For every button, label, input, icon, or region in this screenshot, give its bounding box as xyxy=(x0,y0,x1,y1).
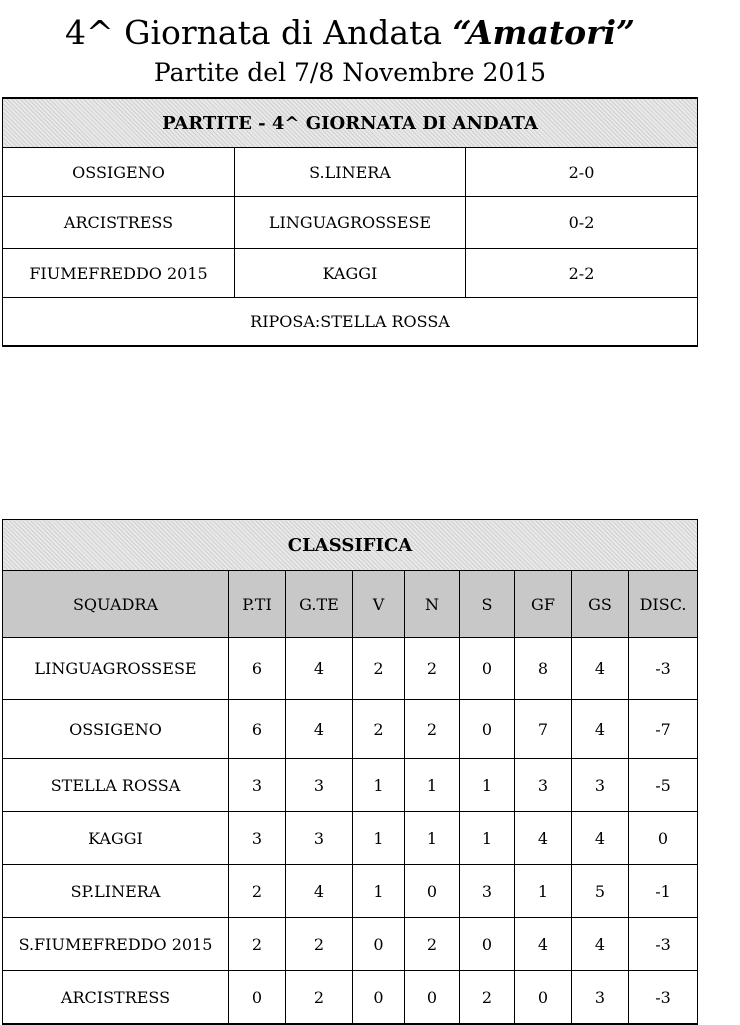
match-home-team: FIUMEFREDDO 2015 xyxy=(3,249,235,298)
wins-cell: 2 xyxy=(353,638,405,700)
standings-row xyxy=(3,971,698,1025)
standings-header-row xyxy=(3,520,698,571)
wins-cell: 0 xyxy=(353,971,405,1025)
column-header: GS xyxy=(572,571,629,638)
draws-cell: 0 xyxy=(405,865,460,918)
played-cell: 2 xyxy=(286,918,353,971)
discipline-cell: 0 xyxy=(629,812,698,865)
team-name: S.FIUMEFREDDO 2015 xyxy=(3,918,229,971)
column-header: G.TE xyxy=(286,571,353,638)
losses-cell: 0 xyxy=(460,700,515,759)
page-title xyxy=(0,12,700,54)
matches-heading: PARTITE - 4^ GIORNATA DI ANDATA xyxy=(3,98,698,148)
discipline-cell: -3 xyxy=(629,638,698,700)
standings-row xyxy=(3,700,698,759)
draws-cell: 0 xyxy=(405,971,460,1025)
standings-table xyxy=(2,519,698,1025)
wins-cell: 1 xyxy=(353,759,405,812)
page-title-main: 4^ Giornata di Andata xyxy=(64,13,453,52)
goals-against-cell: 4 xyxy=(572,638,629,700)
match-row xyxy=(3,249,698,298)
played-cell: 2 xyxy=(286,971,353,1025)
rest-row xyxy=(3,298,698,347)
losses-cell: 2 xyxy=(460,971,515,1025)
discipline-cell: -3 xyxy=(629,918,698,971)
team-name: LINGUAGROSSESE xyxy=(3,638,229,700)
draws-cell: 1 xyxy=(405,759,460,812)
column-header: N xyxy=(405,571,460,638)
wins-cell: 1 xyxy=(353,865,405,918)
goals-for-cell: 8 xyxy=(515,638,572,700)
goals-against-cell: 3 xyxy=(572,759,629,812)
points-cell: 0 xyxy=(229,971,286,1025)
wins-cell: 0 xyxy=(353,918,405,971)
points-cell: 6 xyxy=(229,700,286,759)
draws-cell: 1 xyxy=(405,812,460,865)
standings-row xyxy=(3,918,698,971)
match-home-team: OSSIGENO xyxy=(3,148,235,197)
team-name: OSSIGENO xyxy=(3,700,229,759)
column-header: DISC. xyxy=(629,571,698,638)
standings-row xyxy=(3,865,698,918)
match-row xyxy=(3,148,698,197)
goals-for-cell: 7 xyxy=(515,700,572,759)
page-title-category: “Amatori” xyxy=(452,13,636,52)
losses-cell: 1 xyxy=(460,759,515,812)
page-subtitle: Partite del 7/8 Novembre 2015 xyxy=(153,58,547,87)
played-cell: 3 xyxy=(286,759,353,812)
team-name: KAGGI xyxy=(3,812,229,865)
draws-cell: 2 xyxy=(405,700,460,759)
goals-against-cell: 4 xyxy=(572,700,629,759)
points-cell: 3 xyxy=(229,759,286,812)
discipline-cell: -5 xyxy=(629,759,698,812)
goals-against-cell: 4 xyxy=(572,918,629,971)
match-home-team: ARCISTRESS xyxy=(3,197,235,249)
team-name: STELLA ROSSA xyxy=(3,759,229,812)
goals-for-cell: 4 xyxy=(515,812,572,865)
match-away-team: LINGUAGROSSESE xyxy=(235,197,466,249)
draws-cell: 2 xyxy=(405,638,460,700)
column-header: V xyxy=(353,571,405,638)
points-cell: 6 xyxy=(229,638,286,700)
matches-table xyxy=(2,97,698,347)
team-name: ARCISTRESS xyxy=(3,971,229,1025)
match-away-team: KAGGI xyxy=(235,249,466,298)
goals-for-cell: 3 xyxy=(515,759,572,812)
standings-columns-row xyxy=(3,571,698,638)
played-cell: 3 xyxy=(286,812,353,865)
column-header: SQUADRA xyxy=(3,571,229,638)
points-cell: 2 xyxy=(229,865,286,918)
resting-team: RIPOSA:STELLA ROSSA xyxy=(3,298,698,347)
team-name: SP.LINERA xyxy=(3,865,229,918)
match-score: 0-2 xyxy=(466,197,698,249)
discipline-cell: -1 xyxy=(629,865,698,918)
column-header: P.TI xyxy=(229,571,286,638)
wins-cell: 1 xyxy=(353,812,405,865)
column-header: GF xyxy=(515,571,572,638)
losses-cell: 3 xyxy=(460,865,515,918)
standings-row xyxy=(3,759,698,812)
standings-row xyxy=(3,638,698,700)
losses-cell: 0 xyxy=(460,638,515,700)
losses-cell: 1 xyxy=(460,812,515,865)
column-header: S xyxy=(460,571,515,638)
standings-heading: CLASSIFICA xyxy=(3,520,698,571)
played-cell: 4 xyxy=(286,700,353,759)
wins-cell: 2 xyxy=(353,700,405,759)
match-row xyxy=(3,197,698,249)
discipline-cell: -3 xyxy=(629,971,698,1025)
goals-for-cell: 4 xyxy=(515,918,572,971)
goals-against-cell: 4 xyxy=(572,812,629,865)
matches-header-row xyxy=(3,98,698,148)
points-cell: 3 xyxy=(229,812,286,865)
goals-against-cell: 3 xyxy=(572,971,629,1025)
goals-for-cell: 0 xyxy=(515,971,572,1025)
standings-row xyxy=(3,812,698,865)
draws-cell: 2 xyxy=(405,918,460,971)
match-away-team: S.LINERA xyxy=(235,148,466,197)
played-cell: 4 xyxy=(286,638,353,700)
losses-cell: 0 xyxy=(460,918,515,971)
discipline-cell: -7 xyxy=(629,700,698,759)
match-score: 2-0 xyxy=(466,148,698,197)
goals-against-cell: 5 xyxy=(572,865,629,918)
match-score: 2-2 xyxy=(466,249,698,298)
played-cell: 4 xyxy=(286,865,353,918)
goals-for-cell: 1 xyxy=(515,865,572,918)
points-cell: 2 xyxy=(229,918,286,971)
